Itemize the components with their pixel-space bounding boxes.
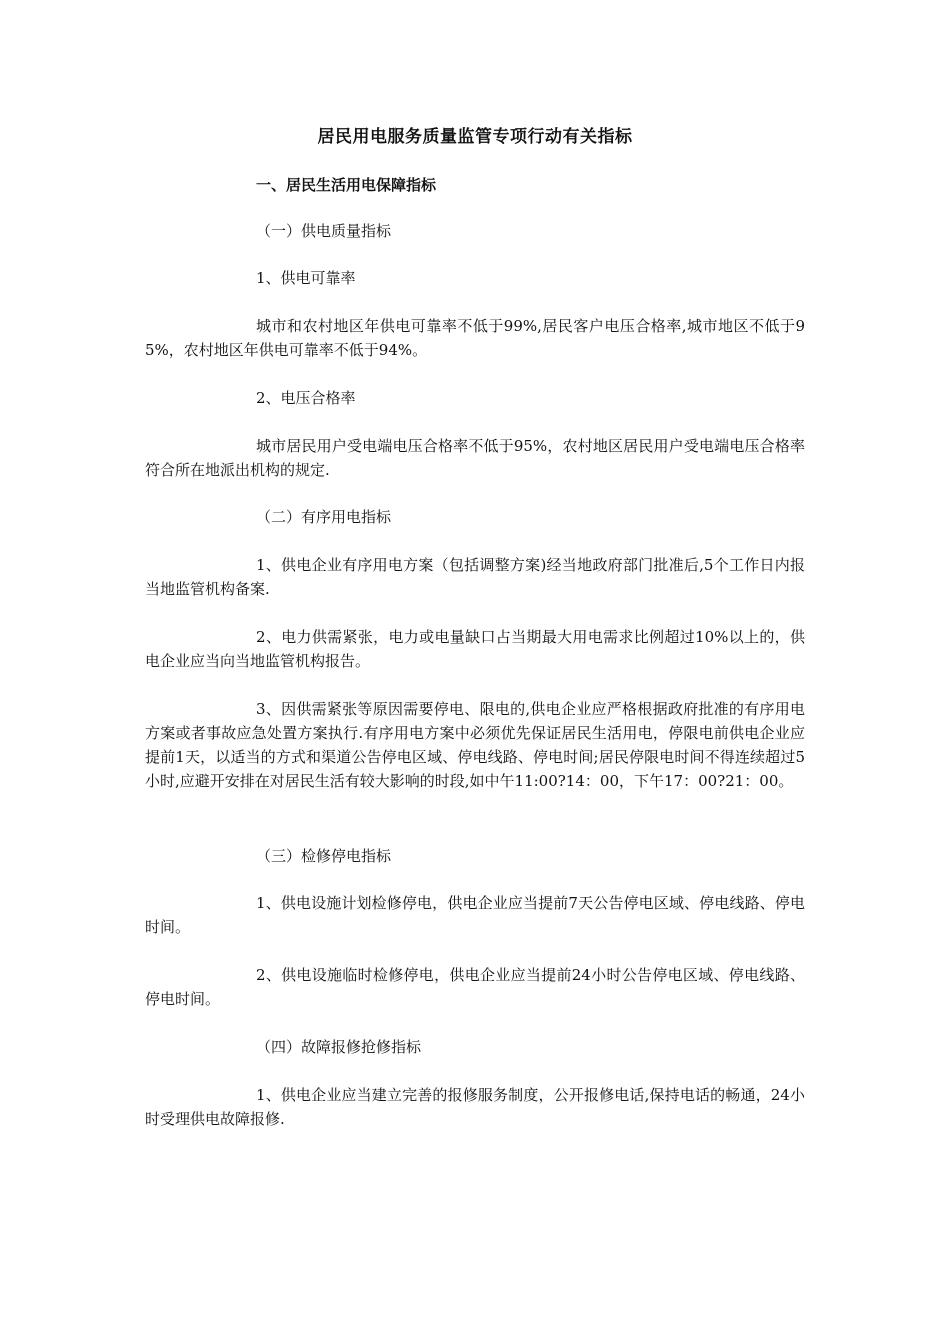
subsection-heading-supply-quality: （一）供电质量指标 (256, 222, 392, 240)
paragraph-maintenance-1: 1、供电设施计划检修停电，供电企业应当提前7天公告停电区域、停电线路、停电时间。 (145, 894, 805, 936)
paragraph-repair-1: 1、供电企业应当建立完善的报修服务制度，公开报修电话,保持电话的畅通，24小时受理供电故障报修. (145, 1086, 805, 1128)
item-heading-voltage: 2、电压合格率 (256, 389, 356, 407)
document-title: 居民用电服务质量监管专项行动有关指标 (317, 127, 633, 147)
item-heading-reliability: 1、供电可靠率 (256, 269, 356, 287)
section-heading: 一、居民生活用电保障指标 (256, 176, 437, 194)
subsection-heading-maintenance: （三）检修停电指标 (256, 847, 392, 865)
paragraph-reliability: 城市和农村地区年供电可靠率不低于99%,居民客户电压合格率,城市地区不低于95%，农村地区年供电可靠率不低于94%。 (145, 317, 805, 359)
paragraph-orderly-2: 2、电力供需紧张，电力或电量缺口占当期最大用电需求比例超过10%以上的，供电企业应当向当地监管机构报告。 (145, 628, 805, 670)
paragraph-orderly-3: 3、因供需紧张等原因需要停电、限电的,供电企业应严格根据政府批准的有序用电方案或者事故应急处置方案执行.有序用电方案中必须优先保证居民生活用电，停限电前供电企业应提前1天，以适当的方式和渠道公告停电区域、停电线路、停电时间;居民停限电时间不得连续超过5小时,应避开安排在对居民生活有较大影响的时段,如中午11:00?14：00，下午17：00?21：00。 (145, 700, 805, 790)
paragraph-maintenance-2: 2、供电设施临时检修停电，供电企业应当提前24小时公告停电区域、停电线路、停电时间。 (145, 966, 805, 1008)
paragraph-orderly-1: 1、供电企业有序用电方案（包括调整方案)经当地政府部门批准后,5个工作日内报当地监管机构备案. (145, 556, 805, 598)
paragraph-voltage: 城市居民用户受电端电压合格率不低于95%，农村地区居民用户受电端电压合格率符合所在地派出机构的规定. (145, 437, 805, 479)
subsection-heading-orderly-power: （二）有序用电指标 (256, 508, 392, 526)
subsection-heading-repair: （四）故障报修抢修指标 (256, 1038, 422, 1056)
